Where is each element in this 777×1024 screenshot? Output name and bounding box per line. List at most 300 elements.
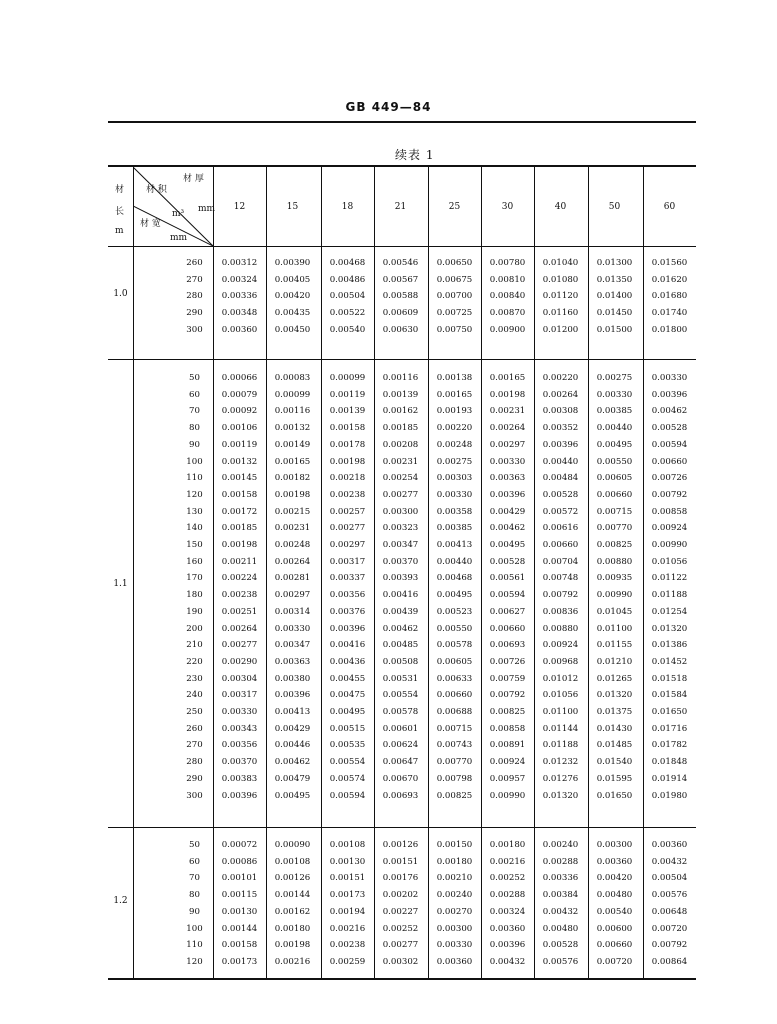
volume-cell: 0.00290 xyxy=(221,656,258,667)
volume-cell: 0.00600 xyxy=(596,923,633,934)
volume-cell: 0.00383 xyxy=(221,773,258,784)
volume-cell: 0.00825 xyxy=(489,707,526,717)
volume-cell: 0.00308 xyxy=(542,406,579,417)
volume-cell: 0.00275 xyxy=(596,373,633,383)
volume-cell: 0.00432 xyxy=(651,856,688,867)
volume-cell: 0.00277 xyxy=(382,940,419,951)
volume-cell: 0.00440 xyxy=(436,556,473,567)
volume-cell: 0.00550 xyxy=(436,623,473,634)
volume-cell: 0.00528 xyxy=(542,489,579,500)
volume-cell: 0.00660 xyxy=(596,940,633,951)
volume-cell: 0.00825 xyxy=(436,790,473,801)
volume-cell: 0.00330 xyxy=(274,623,311,634)
table-row xyxy=(108,921,696,937)
volume-cell: 0.00066 xyxy=(221,373,258,383)
table-row xyxy=(108,954,696,970)
width-cell: 240 xyxy=(186,690,203,701)
thickness-unit: mm xyxy=(198,204,216,214)
volume-cell: 0.01012 xyxy=(542,673,579,684)
volume-cell: 0.00215 xyxy=(274,506,311,517)
volume-cell: 0.00900 xyxy=(489,324,526,335)
volume-cell: 0.00384 xyxy=(542,890,579,901)
volume-cell: 0.00700 xyxy=(436,291,473,302)
width-label: 材 宽 xyxy=(140,219,161,229)
volume-cell: 0.00360 xyxy=(221,324,258,335)
table-row xyxy=(108,470,696,486)
length-header-char: 长 xyxy=(115,207,125,217)
table-row xyxy=(108,604,696,620)
volume-cell: 0.00605 xyxy=(436,656,473,667)
volume-cell: 0.00480 xyxy=(596,890,633,901)
volume-cell: 0.01800 xyxy=(651,324,688,335)
volume-cell: 0.00396 xyxy=(489,489,526,500)
volume-cell: 0.00413 xyxy=(274,707,311,717)
volume-cell: 0.00337 xyxy=(329,573,366,584)
table-row xyxy=(108,454,696,470)
volume-cell: 0.00099 xyxy=(274,389,311,400)
volume-cell: 0.00588 xyxy=(382,291,419,302)
width-cell: 220 xyxy=(186,656,203,667)
volume-cell: 0.00231 xyxy=(274,523,311,534)
volume-cell: 0.00416 xyxy=(329,640,366,651)
volume-cell: 0.00145 xyxy=(221,473,258,484)
volume-cell: 0.01430 xyxy=(596,723,633,734)
width-cell: 300 xyxy=(186,790,203,801)
volume-cell: 0.00264 xyxy=(221,623,258,634)
table-row xyxy=(108,854,696,870)
thickness-column-header: 30 xyxy=(501,201,514,212)
volume-cell: 0.00515 xyxy=(329,723,366,734)
width-cell: 60 xyxy=(189,389,200,400)
volume-cell: 0.01716 xyxy=(651,723,688,734)
volume-cell: 0.01518 xyxy=(651,673,688,684)
volume-cell: 0.00180 xyxy=(436,856,473,867)
table-row xyxy=(108,570,696,586)
volume-cell: 0.00660 xyxy=(596,489,633,500)
volume-cell: 0.00715 xyxy=(436,723,473,734)
volume-cell: 0.00858 xyxy=(489,723,526,734)
volume-cell: 0.00485 xyxy=(382,640,419,651)
volume-cell: 0.00594 xyxy=(651,439,688,450)
volume-cell: 0.00540 xyxy=(329,324,366,335)
volume-cell: 0.00390 xyxy=(274,258,311,268)
volume-cell: 0.00101 xyxy=(221,873,258,884)
volume-cell: 0.01320 xyxy=(542,790,579,801)
table-row xyxy=(108,487,696,503)
width-cell: 250 xyxy=(186,707,203,717)
volume-cell: 0.00210 xyxy=(436,873,473,884)
volume-cell: 0.00312 xyxy=(221,258,258,268)
volume-cell: 0.00759 xyxy=(489,673,526,684)
volume-cell: 0.00356 xyxy=(329,590,366,601)
volume-cell: 0.00224 xyxy=(221,573,258,584)
volume-cell: 0.00151 xyxy=(382,856,419,867)
volume-cell: 0.00810 xyxy=(489,274,526,285)
volume-cell: 0.00440 xyxy=(596,423,633,434)
volume-cell: 0.01320 xyxy=(596,690,633,701)
volume-cell: 0.00660 xyxy=(489,623,526,634)
table-row xyxy=(108,437,696,453)
volume-cell: 0.00363 xyxy=(489,473,526,484)
width-cell: 120 xyxy=(186,489,203,500)
volume-cell: 0.01232 xyxy=(542,757,579,768)
volume-cell: 0.01120 xyxy=(542,291,579,302)
volume-cell: 0.00151 xyxy=(329,873,366,884)
volume-cell: 0.00173 xyxy=(221,956,258,967)
width-cell: 210 xyxy=(186,640,203,651)
volume-cell: 0.00275 xyxy=(436,456,473,467)
standard-header: GB 449—84 xyxy=(345,100,432,114)
volume-cell: 0.01144 xyxy=(542,723,579,734)
volume-cell: 0.00396 xyxy=(489,940,526,951)
volume-cell: 0.00264 xyxy=(489,423,526,434)
volume-cell: 0.00504 xyxy=(651,873,688,884)
volume-cell: 0.00099 xyxy=(329,373,366,383)
volume-cell: 0.00578 xyxy=(382,707,419,717)
volume-cell: 0.00198 xyxy=(329,456,366,467)
table-caption: 续表 1 xyxy=(395,148,435,162)
volume-cell: 0.00576 xyxy=(542,956,579,967)
volume-cell: 0.00748 xyxy=(542,573,579,584)
volume-cell: 0.01650 xyxy=(651,707,688,717)
width-cell: 260 xyxy=(186,258,203,268)
volume-cell: 0.00138 xyxy=(436,373,473,383)
thickness-column-header: 60 xyxy=(663,201,676,212)
volume-cell: 0.00180 xyxy=(274,923,311,934)
volume-cell: 0.00660 xyxy=(436,690,473,701)
volume-cell: 0.01160 xyxy=(542,308,579,319)
volume-unit: m³ xyxy=(172,209,185,219)
volume-cell: 0.00693 xyxy=(489,640,526,651)
volume-cell: 0.00726 xyxy=(489,656,526,667)
volume-cell: 0.00165 xyxy=(274,456,311,467)
volume-cell: 0.00627 xyxy=(489,606,526,617)
volume-cell: 0.00227 xyxy=(382,906,419,917)
volume-cell: 0.01740 xyxy=(651,308,688,319)
table-row xyxy=(108,687,696,703)
volume-cell: 0.00185 xyxy=(221,523,258,534)
width-cell: 270 xyxy=(186,274,203,285)
volume-cell: 0.00495 xyxy=(436,590,473,601)
volume-cell: 0.00396 xyxy=(542,439,579,450)
width-cell: 180 xyxy=(186,590,203,601)
table-row xyxy=(108,420,696,436)
volume-cell: 0.00336 xyxy=(221,291,258,302)
volume-cell: 0.00216 xyxy=(329,923,366,934)
volume-cell: 0.00798 xyxy=(436,773,473,784)
group-divider xyxy=(108,359,696,360)
width-cell: 50 xyxy=(189,840,200,850)
volume-cell: 0.00198 xyxy=(489,389,526,400)
volume-cell: 0.00370 xyxy=(221,757,258,768)
volume-cell: 0.00462 xyxy=(651,406,688,417)
volume-cell: 0.00535 xyxy=(329,740,366,751)
table-row xyxy=(108,255,696,271)
volume-cell: 0.00572 xyxy=(542,506,579,517)
volume-cell: 0.00554 xyxy=(329,757,366,768)
volume-cell: 0.00178 xyxy=(329,439,366,450)
volume-cell: 0.00462 xyxy=(382,623,419,634)
volume-cell: 0.00360 xyxy=(651,840,688,850)
volume-cell: 0.00550 xyxy=(596,456,633,467)
volume-cell: 0.00238 xyxy=(329,489,366,500)
volume-cell: 0.00238 xyxy=(329,940,366,951)
volume-cell: 0.00576 xyxy=(651,890,688,901)
width-cell: 70 xyxy=(189,406,200,417)
width-cell: 110 xyxy=(186,940,203,951)
volume-cell: 0.00352 xyxy=(542,423,579,434)
volume-table xyxy=(108,165,696,980)
table-row xyxy=(108,870,696,886)
volume-cell: 0.00198 xyxy=(274,489,311,500)
volume-cell: 0.00360 xyxy=(489,923,526,934)
volume-cell: 0.00792 xyxy=(651,940,688,951)
width-cell: 300 xyxy=(186,324,203,335)
table-row xyxy=(108,771,696,787)
width-cell: 140 xyxy=(186,523,203,534)
table-row xyxy=(108,754,696,770)
volume-cell: 0.00220 xyxy=(436,423,473,434)
thickness-column-header: 50 xyxy=(608,201,621,212)
volume-cell: 0.00480 xyxy=(542,923,579,934)
volume-cell: 0.00396 xyxy=(651,389,688,400)
volume-cell: 0.00594 xyxy=(489,590,526,601)
volume-cell: 0.00116 xyxy=(382,373,419,383)
volume-cell: 0.01452 xyxy=(651,656,688,667)
volume-cell: 0.00158 xyxy=(221,940,258,951)
volume-cell: 0.00439 xyxy=(382,606,419,617)
corner-header xyxy=(133,167,216,246)
volume-cell: 0.00770 xyxy=(596,523,633,534)
volume-cell: 0.00270 xyxy=(436,906,473,917)
volume-cell: 0.00108 xyxy=(329,840,366,850)
volume-cell: 0.00130 xyxy=(221,906,258,917)
volume-cell: 0.00277 xyxy=(221,640,258,651)
width-cell: 200 xyxy=(186,623,203,634)
volume-cell: 0.00297 xyxy=(489,439,526,450)
volume-cell: 0.00240 xyxy=(542,840,579,850)
volume-cell: 0.01056 xyxy=(542,690,579,701)
volume-cell: 0.00531 xyxy=(382,673,419,684)
volume-cell: 0.01540 xyxy=(596,757,633,768)
volume-cell: 0.00840 xyxy=(489,291,526,302)
volume-cell: 0.01848 xyxy=(651,757,688,768)
width-cell: 290 xyxy=(186,773,203,784)
volume-cell: 0.00150 xyxy=(436,840,473,850)
volume-cell: 0.00858 xyxy=(651,506,688,517)
volume-cell: 0.01584 xyxy=(651,690,688,701)
table-row xyxy=(108,403,696,419)
volume-cell: 0.00725 xyxy=(436,308,473,319)
table-row xyxy=(108,904,696,920)
volume-cell: 0.00216 xyxy=(489,856,526,867)
volume-cell: 0.00211 xyxy=(221,556,258,567)
volume-cell: 0.00495 xyxy=(489,540,526,550)
volume-cell: 0.00432 xyxy=(489,956,526,967)
volume-cell: 0.00158 xyxy=(221,489,258,500)
volume-cell: 0.00248 xyxy=(274,540,311,550)
header-rule xyxy=(108,121,696,123)
volume-cell: 0.00670 xyxy=(382,773,419,784)
volume-cell: 0.00347 xyxy=(382,540,419,550)
volume-cell: 0.00216 xyxy=(274,956,311,967)
volume-cell: 0.00264 xyxy=(274,556,311,567)
volume-cell: 0.00720 xyxy=(651,923,688,934)
volume-cell: 0.00330 xyxy=(436,940,473,951)
table-row xyxy=(108,387,696,403)
volume-cell: 0.00072 xyxy=(221,840,258,850)
volume-cell: 0.00300 xyxy=(382,506,419,517)
volume-cell: 0.00130 xyxy=(329,856,366,867)
volume-cell: 0.00300 xyxy=(596,840,633,850)
volume-cell: 0.00330 xyxy=(221,707,258,717)
volume-cell: 0.01450 xyxy=(596,308,633,319)
table-row xyxy=(108,520,696,536)
volume-cell: 0.00495 xyxy=(274,790,311,801)
volume-cell: 0.00180 xyxy=(489,840,526,850)
width-cell: 230 xyxy=(186,673,203,684)
volume-cell: 0.00176 xyxy=(382,873,419,884)
volume-cell: 0.00609 xyxy=(382,308,419,319)
volume-cell: 0.01782 xyxy=(651,740,688,751)
volume-cell: 0.00429 xyxy=(489,506,526,517)
thickness-column-header: 40 xyxy=(554,201,567,212)
table-row xyxy=(108,637,696,653)
table-row xyxy=(108,654,696,670)
table-row xyxy=(108,887,696,903)
volume-cell: 0.00396 xyxy=(274,690,311,701)
volume-cell: 0.00924 xyxy=(489,757,526,768)
volume-cell: 0.00385 xyxy=(596,406,633,417)
volume-cell: 0.00347 xyxy=(274,640,311,651)
table-row xyxy=(108,370,696,386)
volume-cell: 0.01080 xyxy=(542,274,579,285)
volume-cell: 0.01276 xyxy=(542,773,579,784)
volume-cell: 0.00208 xyxy=(382,439,419,450)
volume-cell: 0.00446 xyxy=(274,740,311,751)
volume-cell: 0.00660 xyxy=(651,456,688,467)
volume-cell: 0.00468 xyxy=(329,258,366,268)
volume-cell: 0.00825 xyxy=(596,540,633,550)
group-divider xyxy=(108,827,696,828)
volume-cell: 0.00688 xyxy=(436,707,473,717)
length-group-label: 1.2 xyxy=(113,895,128,906)
volume-cell: 0.00450 xyxy=(274,324,311,335)
volume-cell: 0.01040 xyxy=(542,258,579,268)
volume-cell: 0.00743 xyxy=(436,740,473,751)
volume-cell: 0.00385 xyxy=(436,523,473,534)
table-row xyxy=(108,721,696,737)
volume-cell: 0.00079 xyxy=(221,389,258,400)
width-cell: 170 xyxy=(186,573,203,584)
width-cell: 50 xyxy=(189,373,200,383)
volume-cell: 0.00119 xyxy=(329,389,366,400)
volume-cell: 0.00968 xyxy=(542,656,579,667)
volume-cell: 0.00330 xyxy=(596,389,633,400)
volume-cell: 0.00356 xyxy=(221,740,258,751)
volume-cell: 0.00323 xyxy=(382,523,419,534)
volume-cell: 0.01100 xyxy=(542,707,579,717)
width-cell: 150 xyxy=(186,540,203,550)
thickness-column-header: 21 xyxy=(394,201,407,212)
width-cell: 260 xyxy=(186,723,203,734)
width-cell: 90 xyxy=(189,439,200,450)
volume-cell: 0.00508 xyxy=(382,656,419,667)
volume-cell: 0.00363 xyxy=(274,656,311,667)
volume-cell: 0.00116 xyxy=(274,406,311,417)
volume-cell: 0.00336 xyxy=(542,873,579,884)
volume-cell: 0.00880 xyxy=(596,556,633,567)
volume-cell: 0.00303 xyxy=(436,473,473,484)
table-row xyxy=(108,737,696,753)
volume-cell: 0.00264 xyxy=(542,389,579,400)
width-cell: 130 xyxy=(186,506,203,517)
volume-cell: 0.01980 xyxy=(651,790,688,801)
volume-cell: 0.00257 xyxy=(329,506,366,517)
volume-cell: 0.01265 xyxy=(596,673,633,684)
volume-cell: 0.00348 xyxy=(221,308,258,319)
volume-cell: 0.00380 xyxy=(274,673,311,684)
volume-cell: 0.00468 xyxy=(436,573,473,584)
volume-cell: 0.00360 xyxy=(596,856,633,867)
volume-cell: 0.01650 xyxy=(596,790,633,801)
thickness-column-header: 18 xyxy=(341,201,354,212)
volume-cell: 0.00429 xyxy=(274,723,311,734)
volume-cell: 0.00165 xyxy=(436,389,473,400)
width-cell: 80 xyxy=(189,890,200,901)
volume-cell: 0.00990 xyxy=(596,590,633,601)
volume-cell: 0.00144 xyxy=(221,923,258,934)
volume-cell: 0.00413 xyxy=(436,540,473,550)
volume-cell: 0.00396 xyxy=(221,790,258,801)
volume-cell: 0.00185 xyxy=(382,423,419,434)
volume-cell: 0.00870 xyxy=(489,308,526,319)
width-cell: 60 xyxy=(189,856,200,867)
volume-cell: 0.00370 xyxy=(382,556,419,567)
volume-cell: 0.00202 xyxy=(382,890,419,901)
volume-cell: 0.00139 xyxy=(382,389,419,400)
volume-cell: 0.00324 xyxy=(489,906,526,917)
volume-cell: 0.00648 xyxy=(651,906,688,917)
volume-cell: 0.00132 xyxy=(274,423,311,434)
volume-cell: 0.01045 xyxy=(596,606,633,617)
volume-cell: 0.01914 xyxy=(651,773,688,784)
volume-cell: 0.00182 xyxy=(274,473,311,484)
volume-cell: 0.00297 xyxy=(274,590,311,601)
volume-cell: 0.00770 xyxy=(436,757,473,768)
volume-cell: 0.01560 xyxy=(651,258,688,268)
volume-cell: 0.00693 xyxy=(382,790,419,801)
volume-cell: 0.00300 xyxy=(436,923,473,934)
volume-cell: 0.00605 xyxy=(596,473,633,484)
volume-cell: 0.00198 xyxy=(274,940,311,951)
volume-cell: 0.00990 xyxy=(489,790,526,801)
volume-cell: 0.00504 xyxy=(329,291,366,302)
volume-cell: 0.00194 xyxy=(329,906,366,917)
volume-cell: 0.00750 xyxy=(436,324,473,335)
volume-cell: 0.01485 xyxy=(596,740,633,751)
volume-cell: 0.00149 xyxy=(274,439,311,450)
volume-cell: 0.00281 xyxy=(274,573,311,584)
volume-cell: 0.00092 xyxy=(221,406,258,417)
volume-cell: 0.00396 xyxy=(329,623,366,634)
volume-cell: 0.00240 xyxy=(436,890,473,901)
thickness-column-header: 15 xyxy=(286,201,299,212)
volume-cell: 0.00416 xyxy=(382,590,419,601)
volume-cell: 0.00792 xyxy=(542,590,579,601)
table-row xyxy=(108,671,696,687)
volume-cell: 0.00990 xyxy=(651,540,688,550)
